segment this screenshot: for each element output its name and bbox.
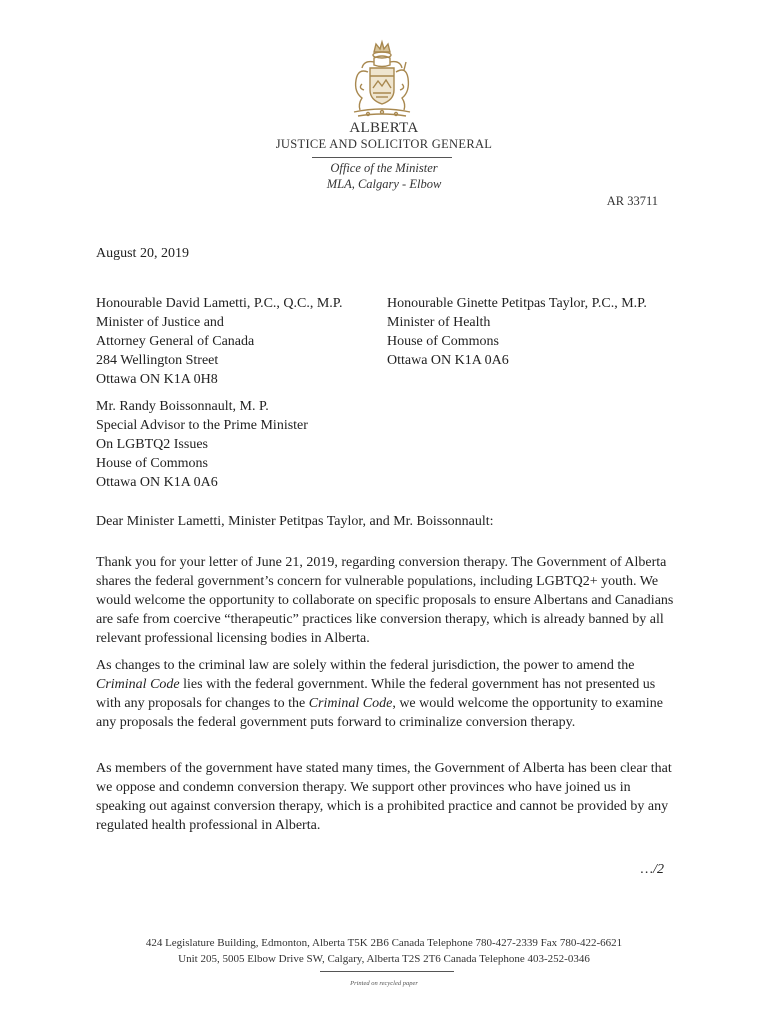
footer-divider	[320, 971, 454, 972]
address-line: Attorney General of Canada	[96, 334, 255, 349]
footer-address	[0, 935, 768, 967]
recipient-address-boissonnault	[96, 397, 308, 492]
address-line: House of Commons	[387, 334, 499, 349]
paragraph-text: As changes to the criminal law are solely within the federal jurisdiction, the power to amend the	[96, 658, 635, 673]
office-line-2: MLA, Calgary - Elbow	[326, 177, 442, 191]
address-line: Minister of Justice and	[96, 315, 224, 330]
reference-number: AR 33711	[606, 194, 658, 208]
body-paragraph-1: Thank you for your letter of June 21, 2019, regarding conversion therapy. The Government of Alberta shares the federal government’s concern for vulnerable populations, including LGBTQ2+ youth. We would welcome the opportunity to collaborate on specific proposals to ensure Albertans and Canadians are safe from coercive “therapeutic” practices like conversion therapy, which is already banned by all relevant professional licensing bodies in Alberta.	[96, 555, 674, 646]
office-block	[0, 160, 768, 192]
page-continuation: …/2	[640, 862, 664, 877]
letter-date: August 20, 2019	[96, 246, 189, 261]
body-paragraph-3: As members of the government have stated many times, the Government of Alberta has been clear that we oppose and condemn conversion therapy. We support other provinces who have joined us in speaking out against conversion therapy, which is a prohibited practice and cannot be provided by any regulated health professional in Alberta.	[96, 761, 672, 833]
paragraph-text: lies with the federal government. While the federal government has not presented us with any proposals for changes to the	[96, 677, 656, 711]
body-paragraph-2	[96, 656, 681, 732]
province-name: ALBERTA	[349, 120, 419, 136]
address-line: Ottawa ON K1A 0H8	[96, 372, 218, 387]
ministry-header	[0, 120, 768, 152]
address-line: Minister of Health	[387, 315, 491, 330]
paragraph-text: , we would welcome the opportunity to examine any proposals the federal government puts forward to criminalize conversion therapy.	[96, 696, 663, 730]
criminal-code-reference: Criminal Code	[308, 696, 393, 711]
criminal-code-reference: Criminal Code	[96, 677, 180, 692]
footer-line-1: 424 Legislature Building, Edmonton, Alberta T5K 2B6 Canada Telephone 780-427-2339 Fax 780-422-6621	[145, 937, 623, 949]
address-line: Honourable Ginette Petitpas Taylor, P.C., M.P.	[387, 296, 647, 311]
recipient-address-lametti	[96, 294, 343, 389]
address-line: On LGBTQ2 Issues	[96, 437, 208, 452]
recycled-paper-note: Printed on recycled paper	[350, 980, 418, 987]
address-line: Ottawa ON K1A 0A6	[96, 475, 218, 490]
address-line: Ottawa ON K1A 0A6	[387, 353, 509, 368]
address-line: Special Advisor to the Prime Minister	[96, 418, 308, 433]
address-line: 284 Wellington Street	[96, 353, 219, 368]
address-line: House of Commons	[96, 456, 208, 471]
salutation: Dear Minister Lametti, Minister Petitpas Taylor, and Mr. Boissonnault:	[96, 514, 494, 529]
header-divider	[312, 157, 452, 158]
alberta-coat-of-arms-icon	[340, 38, 424, 122]
address-line: Mr. Randy Boissonnault, M. P.	[96, 399, 269, 414]
office-line-1: Office of the Minister	[330, 161, 438, 175]
address-line: Honourable David Lametti, P.C., Q.C., M.P.	[96, 296, 343, 311]
recipient-address-petitpas-taylor	[387, 294, 647, 370]
department-name: JUSTICE AND SOLICITOR GENERAL	[275, 137, 493, 151]
footer-line-2: Unit 205, 5005 Elbow Drive SW, Calgary, Alberta T2S 2T6 Canada Telephone 403-252-0346	[178, 953, 590, 965]
